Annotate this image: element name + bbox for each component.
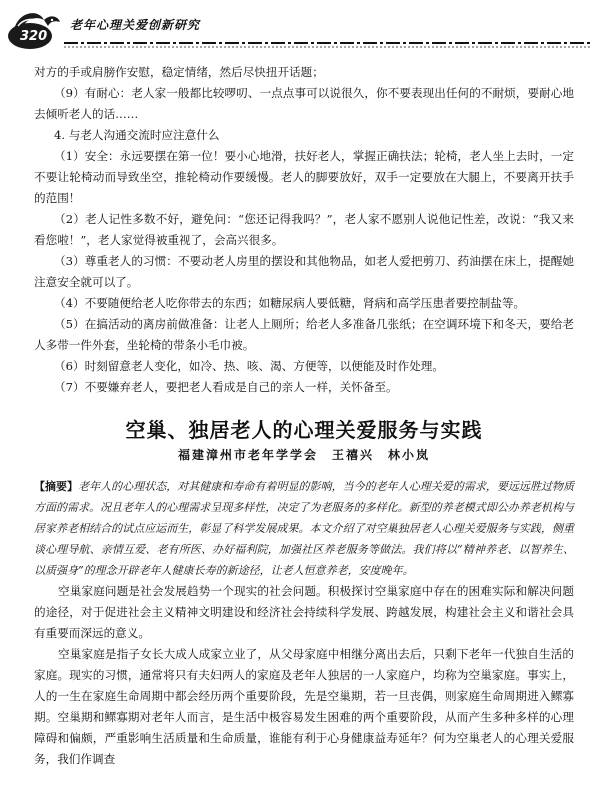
list-item: （1）安全：永远要摆在第一位！要小心地滑，扶好老人，掌握正确扶法；轮椅，老人坐上去时，一定不要让轮椅动而导致坐空，推轮椅动作要缓慢。老人的脚要放好，双手一定要放在大腿上，不要离开扶手的范围！ (34, 149, 574, 205)
page-body (34, 62, 574, 770)
continued-text: 对方的手或肩膀作安慰，稳定情绪，然后尽快扭开话题； (34, 65, 324, 79)
section-heading: 4. 与老人沟通交流时应注意什么 (54, 128, 220, 142)
header-divider (64, 39, 592, 49)
page-header (0, 0, 600, 58)
list-item: （2）老人记性多数不好，避免问：“您还记得我吗？”，老人家不愿别人说他记性差，改说：“我又来看您啦！”，老人家觉得被重视了，会高兴很多。 (34, 212, 574, 247)
abstract-text: 老年人的心理状态，对其健康和寿命有着明显的影响，当今的老年人心理关爱的需求，要远远胜过物质方面的需求。况且老年人的心理需求呈现多样性，决定了为老服务的多样化。新型的养老模式即公办养老机构与居家养老相结合的试点应运而生，彰显了科学发展成果。本文介绍了对空巢独居老人心理关爱服务与实践，侧重谈心理导航、亲情互爱、老有所医、办好福利院，加强社区养老服务等做法。我们将以“精神养老、以智养生、以质强身”的理念开辟老年人健康长寿的新途径，让老人恒意养老，安度晚年。 (34, 480, 575, 577)
list-item: （6）时刻留意老人变化，如冷、热、咳、渴、方便等，以便能及时作处理。 (54, 359, 444, 373)
article-title: 空巢、独居老人的心理关爱服务与实践 (125, 418, 483, 442)
list-item: （4）不要随便给老人吃你带去的东西；如糖尿病人要低糖，肾病和高学压患者要控制盐等。 (54, 296, 526, 310)
abstract-label: 【摘要】 (34, 480, 79, 493)
list-item: （3）尊重老人的习惯：不要动老人房里的摆设和其他物品，如老人爱把剪刀、药油摆在床上，提醒她注意安全就可以了。 (34, 254, 574, 289)
article-byline: 福建漳州市老年学学会 王禧兴 林小岚 (177, 448, 430, 462)
body-paragraph: 空巢家庭问题是社会发展趋势一个现实的社会问题。积极探讨空巢家庭中存在的困难实际和解决问题的途径，对于促进社会主义精神文明建设和经济社会持续科学发展、跨越发展，构建社会主义和谐社会具有重要而深远的意义。 (34, 584, 574, 640)
list-item: （9）有耐心：老人家一般都比较啰叨、一点点事可以说很久，你不要表现出任何的不耐烦，要耐心地去倾听老人的话…… (34, 86, 574, 121)
running-title: 老年心理关爱创新研究 (70, 18, 201, 32)
article-abstract (34, 476, 574, 581)
page-number: 320 (20, 29, 48, 44)
list-item: （5）在搞活动的离房前做准备：让老人上厕所；给老人多准备几张纸；在空调环境下和冬天，要给老人多带一件外套，坐轮椅的带条小毛巾被。 (34, 317, 574, 352)
body-paragraph: 空巢家庭是指子女长大成人成家立业了，从父母家庭中相继分离出去后，只剩下老年一代独自生活的家庭。现实的习惯，通常将只有夫妇两人的家庭及老年人独居的一人家庭户，均称为空巢家庭。事实上，人的一生在家庭生命周期中都会经历两个重要阶段，先是空巢期，若一旦丧偶，则家庭生命周期进入鳏寡期。空巢期和鳏寡期对老年人而言，是生活中极容易发生困难的两个重要阶段，从而产生多种多样的心理障碍和偏颇，严重影响生活质量和生命质量，谁能有利于心身健康益寿延年？何为空巢老人的心理关爱服务，我们作调查 (34, 647, 574, 766)
list-item: （7）不要嫌弃老人，要把老人看成是自己的亲人一样，关怀备至。 (54, 380, 398, 394)
